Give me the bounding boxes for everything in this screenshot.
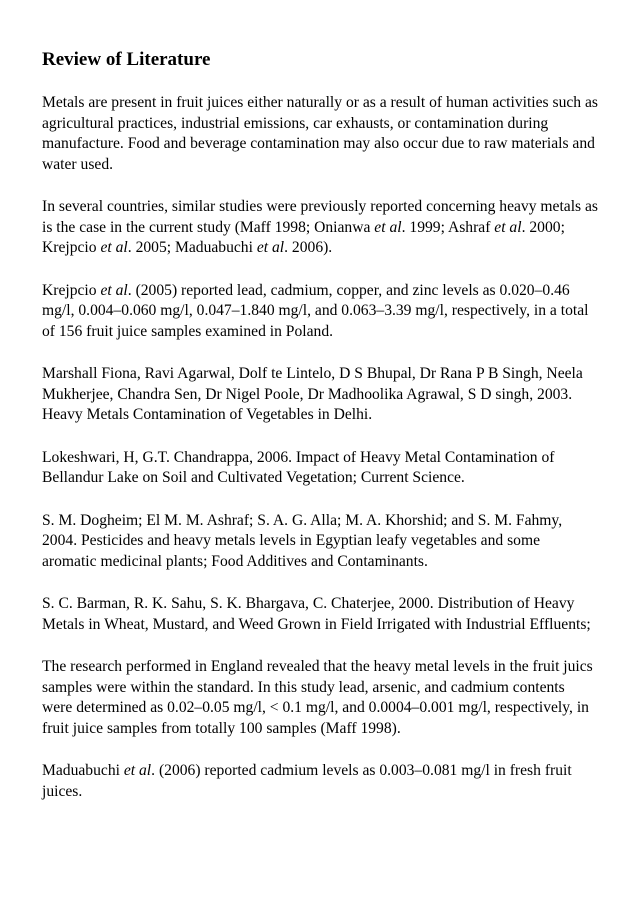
paragraph bbox=[42, 761, 598, 802]
text-segment: Marshall Fiona, Ravi Agarwal, Dolf te Lintelo, D S Bhupal, Dr Rana P B Singh, Neela Mukherjee, Chandra Sen, Dr Nigel Poole, Dr Madhoolika Agrawal, S D singh, 2003. Heavy Metals Contamination of Vegetables in Delhi. bbox=[42, 365, 583, 423]
italic-text: et al bbox=[123, 762, 152, 779]
italic-text: et al bbox=[100, 239, 128, 256]
paragraph bbox=[42, 197, 598, 259]
paragraph bbox=[42, 594, 598, 635]
text-segment: . 2000; Krejpcio bbox=[42, 218, 565, 256]
paragraph bbox=[42, 364, 598, 426]
italic-text: et al bbox=[374, 218, 402, 236]
italic-text: et al bbox=[256, 239, 285, 256]
text-segment: In several countries, similar studies were previously reported concerning heavy metals as is the case in the current study (Maff 1998; Onianwa bbox=[42, 198, 598, 236]
document-body bbox=[42, 93, 598, 802]
paragraph bbox=[42, 511, 598, 573]
text-segment: . 1999; Ashraf bbox=[401, 218, 495, 236]
text-segment: . 2006). bbox=[284, 239, 333, 256]
page-title: Review of Literature bbox=[42, 49, 211, 70]
text-segment: S. C. Barman, R. K. Sahu, S. K. Bhargava, C. Chaterjee, 2000. Distribution of Heavy Metals in Wheat, Mustard, and Weed Grown in Field Irrigated with Industrial Effluents; bbox=[42, 595, 591, 633]
text-segment: Krejpcio bbox=[42, 281, 101, 299]
paragraph bbox=[42, 93, 598, 175]
text-segment: . 2005; Maduabuchi bbox=[127, 239, 257, 256]
text-segment: S. M. Dogheim; El M. M. Ashraf; S. A. G. Alla; M. A. Khorshid; and S. M. Fahmy, 2004. Pesticides and heavy metals levels in Egyptian leafy vegetables and some aromatic medicinal plants; Food Additives and Contaminants. bbox=[42, 511, 563, 570]
italic-text: et al bbox=[494, 218, 522, 236]
text-segment: Lokeshwari, H, G.T. Chandrappa, 2006. Impact of Heavy Metal Contamination of Bellandur Lake on Soil and Cultivated Vegetation; Current Science. bbox=[42, 448, 555, 486]
text-segment: . (2006) reported cadmium levels as 0.003–0.081 mg/l in fresh fruit juices. bbox=[42, 762, 572, 800]
paragraph bbox=[42, 657, 598, 739]
text-segment: The research performed in England revealed that the heavy metal levels in the fruit juics samples were within the standard. In this study lead, arsenic, and cadmium contents were determined as 0.02–0.05 mg/l, < 0.1 mg/l, and 0.0004–0.001 mg/l, respectively, in fruit juice samples from totally 100 samples (Maff 1998). bbox=[42, 658, 593, 737]
text-segment: Maduabuchi bbox=[42, 762, 124, 779]
italic-text: et al bbox=[100, 281, 128, 299]
text-segment: . (2005) reported lead, cadmium, copper, and zinc levels as 0.020–0.46 mg/l, 0.004–0.060 mg/l, 0.047–1.840 mg/l, and 0.063–3.39 mg/l, respectively, in a total of 156 fruit juice samples examined in Poland. bbox=[42, 281, 589, 340]
text-segment: Metals are present in fruit juices either naturally or as a result of human activities such as agricultural practices, industrial emissions, car exhausts, or contamination during manufacture. Food and beverage contamination may also occur due to raw materials and water used. bbox=[42, 94, 598, 173]
paragraph bbox=[42, 281, 598, 343]
paragraph bbox=[42, 448, 598, 489]
